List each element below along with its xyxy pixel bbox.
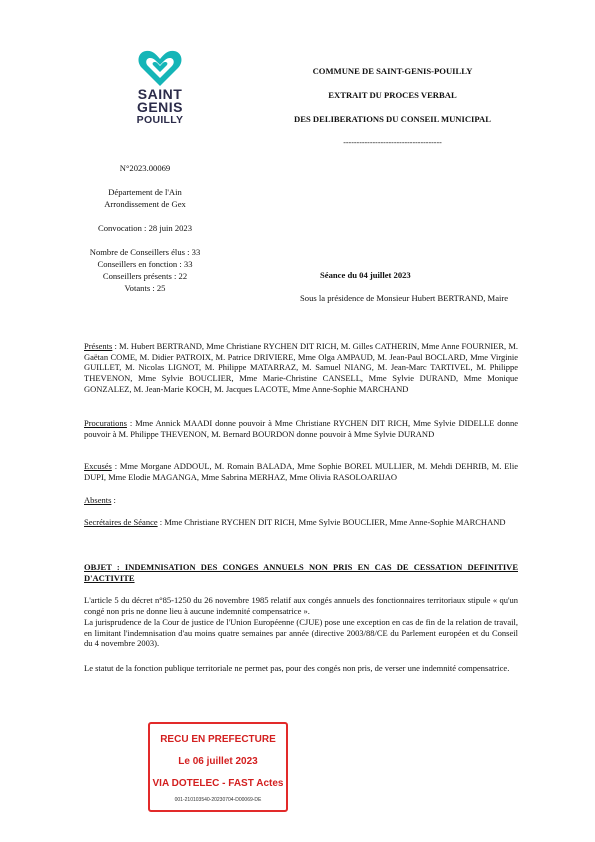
excuses-label: Excusés bbox=[84, 461, 112, 471]
secretaires-text: : Mme Christiane RYCHEN DIT RICH, Mme Sylvie BOUCLIER, Mme Anne-Sophie MARCHAND bbox=[157, 517, 506, 527]
left-info-block bbox=[85, 162, 205, 294]
presents-text: : M. Hubert BERTRAND, Mme Christiane RYCHEN DIT RICH, M. Gilles CATHERIN, Mme Anne FOURNIER, M. Gaëtan COME, M. Didier PATROIX, M. Patrice DRIVIERE, Mme Olga AMPAUD, M. Jean-Paul BOCLARD, Mme Virginie GUILLET, M. Nicolas LIGNOT, M. Philippe MATARRAZ, M. Samuel NIANG, M. Jean-Marc TARTIVEL, M. Philippe THEVENON, Mme Sylvie BOUCLIER, Mme Marie-Christine CANSELL, Mme Sylvie DURAND, Mme Monique GONZALEZ, M. Jean-Marie KOCH, M. Jacques LACOTE, Mme Anne-Sophie MARCHAND bbox=[84, 341, 518, 394]
stamp-date: Le 06 juillet 2023 bbox=[178, 756, 258, 767]
excuses-section bbox=[84, 461, 518, 482]
objet-section bbox=[84, 562, 518, 583]
commune-title: COMMUNE DE SAINT-GENIS-POUILLY bbox=[312, 66, 473, 76]
procurations-section bbox=[84, 418, 518, 439]
paragraph-3: Le statut de la fonction publique territoriale ne permet pas, pour des congés non pris, de verser une indemnité compensatrice. bbox=[84, 663, 510, 673]
absents-label: Absents bbox=[84, 495, 112, 505]
presidence: Sous la présidence de Monsieur Hubert BERTRAND, Maire bbox=[300, 293, 509, 303]
arrondissement: Arrondissement de Gex bbox=[104, 199, 186, 209]
logo-genis: GENIS bbox=[136, 99, 184, 115]
logo-pouilly: POUILLY bbox=[136, 114, 184, 126]
paragraph-2: La jurisprudence de la Cour de justice de l'Union Européenne (CJUE) pose une exception en cas de fin de la relation de travail, en limitant l'indemnisation d'au moins quatre semaines par année (directive 2003/88/CE du Parlement européen et du Conseil du 4 novembre 2003). bbox=[84, 617, 518, 649]
seance-date: Séance du 04 juillet 2023 bbox=[320, 270, 411, 280]
heart-logo-icon bbox=[136, 48, 184, 88]
prefecture-stamp bbox=[148, 722, 288, 812]
conseillers-presents: Conseillers présents : 22 bbox=[102, 271, 188, 281]
stamp-reference: 001-210103540-20230704-D00069-DE bbox=[174, 797, 262, 803]
absents-section bbox=[84, 495, 518, 506]
objet-label: OBJET bbox=[84, 562, 112, 572]
convocation-date: Convocation : 28 juin 2023 bbox=[97, 223, 193, 233]
paragraph-1: L'article 5 du décret n°85-1250 du 26 novembre 1985 relatif aux congés annuels des fonctionnaires territoriaux stipule « qu'un congé non pris ne donne lieu à aucune indemnité compensatrice ». bbox=[84, 595, 518, 616]
conseillers-fonction: Conseillers en fonction : 33 bbox=[97, 259, 193, 269]
votants: Votants : 25 bbox=[124, 283, 166, 293]
objet-text: : INDEMNISATION DES CONGES ANNUELS NON PRIS EN CAS DE CESSATION DEFINITIVE D'ACTIVITE bbox=[84, 562, 518, 583]
procurations-label: Procurations bbox=[84, 418, 127, 428]
excuses-text: : Mme Morgane ADDOUL, M. Romain BALADA, Mme Sophie BOREL MULLIER, M. Mehdi DEHRIB, M. Elie DUPI, Mme Elodie MAGANGA, Mme Sabrina MERHAZ, Mme Olivia RASOLOARIJAO bbox=[84, 461, 518, 482]
extrait-title: EXTRAIT DU PROCES VERBAL bbox=[328, 90, 457, 100]
header-separator: ------------------------------------- bbox=[343, 138, 442, 147]
presents-section bbox=[84, 341, 518, 395]
departement: Département de l'Ain bbox=[108, 187, 182, 197]
logo-saint: SAINT bbox=[137, 86, 183, 102]
secretaires-label: Secrétaires de Séance bbox=[84, 517, 158, 527]
document-header bbox=[260, 66, 525, 162]
absents-text: : bbox=[111, 495, 116, 505]
secretaires-section bbox=[84, 517, 518, 528]
conseillers-elus: Nombre de Conseillers élus : 33 bbox=[89, 247, 201, 257]
deliberation-number: N°2023.00069 bbox=[119, 163, 171, 173]
stamp-via: VIA DOTELEC - FAST Actes bbox=[152, 778, 284, 789]
saint-genis-pouilly-logo bbox=[128, 48, 192, 144]
stamp-recu: RECU EN PREFECTURE bbox=[160, 734, 276, 745]
presents-label: Présents bbox=[84, 341, 113, 351]
deliberations-title: DES DELIBERATIONS DU CONSEIL MUNICIPAL bbox=[294, 114, 491, 124]
procurations-text: : Mme Annick MAADI donne pouvoir à Mme Christiane RYCHEN DIT RICH, Mme Sylvie DIDELLE donne pouvoir à M. Philippe THEVENON, M. Bernard BOURDON donne pouvoir à Mme Sylvie DURAND bbox=[84, 418, 518, 439]
